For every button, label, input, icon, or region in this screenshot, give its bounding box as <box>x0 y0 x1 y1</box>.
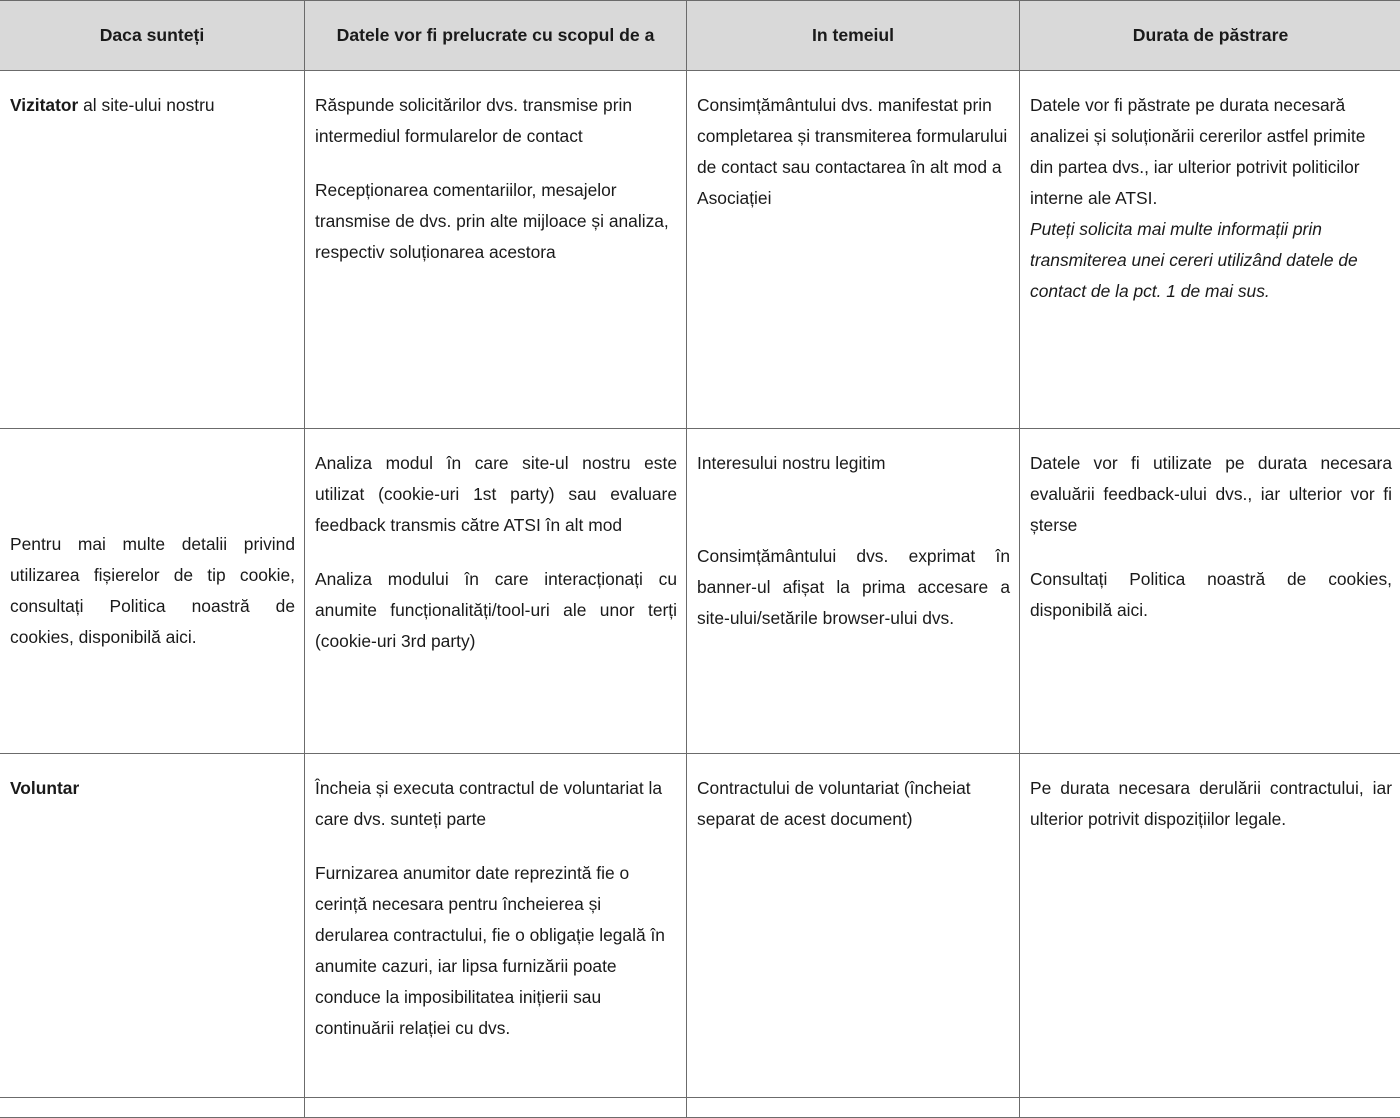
cell-purpose <box>305 754 687 1098</box>
purpose-text: Analiza modul în care site-ul nostru este utilizat (cookie-uri 1st party) sau evaluare feedback transmis către ATSI în alt mod <box>315 448 677 541</box>
cell-retention <box>1020 754 1400 1098</box>
table-row <box>0 71 1400 429</box>
role-label: Voluntar <box>10 778 79 798</box>
cell-who <box>0 754 305 1098</box>
table-header-row <box>0 1 1400 71</box>
purpose-text: Analiza modului în care interacționați cu anumite funcționalități/tool-uri ale unor terți (cookie-uri 3rd party) <box>315 564 677 657</box>
retention-text: Datele vor fi utilizate pe durata necesara evaluării feedback-ului dvs., iar ulterior vor fi șterse <box>1030 448 1392 541</box>
basis-text: Consimțământului dvs. manifestat prin completarea și transmiterea formularului de contact sau contactarea în alt mod a Asociației <box>697 90 1010 214</box>
retention-text: Consultați Politica noastră de cookies, disponibilă aici. <box>1030 564 1392 626</box>
header-basis: In temeiul <box>687 1 1020 71</box>
table-row <box>0 754 1400 1098</box>
basis-text: Consimțământului dvs. exprimat în banner-ul afișat la prima accesare a site-ului/setările browser-ului dvs. <box>697 541 1010 634</box>
cell-basis <box>687 754 1020 1098</box>
role-desc: Pentru mai multe detalii privind utilizarea fișierelor de tip cookie, consultați Politica noastră de cookies, disponibilă aici. <box>10 534 295 647</box>
purpose-text: Furnizarea anumitor date reprezintă fie o cerință necesara pentru încheierea și derularea contractului, fie o obligație legală în anumite cazuri, iar lipsa furnizării poate conduce la imposibilitatea inițierii sau continuării relației cu dvs. <box>315 858 677 1044</box>
cell-purpose <box>305 429 687 754</box>
purpose-text: Răspunde solicitărilor dvs. transmise prin intermediul formularelor de contact <box>315 90 677 152</box>
cell-basis <box>687 71 1020 429</box>
cell-who <box>0 71 305 429</box>
purpose-text: Recepționarea comentariilor, mesajelor transmise de dvs. prin alte mijloace și analiza, respectiv soluționarea acestora <box>315 175 677 268</box>
role-label: Vizitator <box>10 95 78 115</box>
basis-text: Contractului de voluntariat (încheiat separat de acest document) <box>697 773 1010 835</box>
table-row <box>0 429 1400 754</box>
retention-text: Datele vor fi păstrate pe durata necesară analizei și soluționării cererilor astfel primite din partea dvs., iar ulterior potrivit politicilor interne ale ATSI. <box>1030 90 1392 214</box>
retention-note: Puteți solicita mai multe informații prin transmiterea unei cereri utilizând datele de contact de la pct. 1 de mai sus. <box>1030 214 1392 307</box>
table-row <box>0 1098 1400 1118</box>
cell-who <box>0 429 305 754</box>
header-purpose: Datele vor fi prelucrate cu scopul de a <box>305 1 687 71</box>
basis-text: Interesului nostru legitim <box>697 448 1010 479</box>
purpose-text: Încheia și executa contractul de voluntariat la care dvs. sunteți parte <box>315 773 677 835</box>
header-who: Daca sunteți <box>0 1 305 71</box>
header-retention: Durata de păstrare <box>1020 1 1400 71</box>
cell-retention <box>1020 71 1400 429</box>
retention-text: Pe durata necesara derulării contractului, iar ulterior potrivit dispozițiilor legale. <box>1030 773 1392 835</box>
cell-purpose <box>305 71 687 429</box>
cell-retention <box>1020 429 1400 754</box>
cell-basis <box>687 429 1020 754</box>
role-desc: al site-ului nostru <box>78 95 214 115</box>
